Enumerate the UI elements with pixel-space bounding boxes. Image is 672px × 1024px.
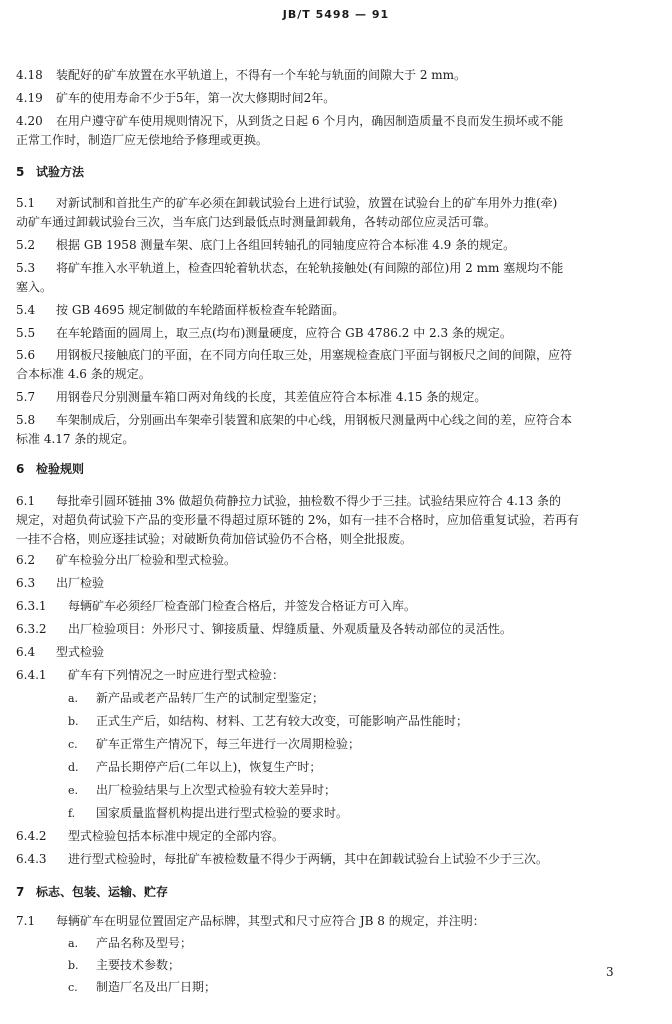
clause-number: 6.4 <box>16 645 36 659</box>
section-number: 6 <box>16 462 25 476</box>
list-item-letter: b. <box>68 959 79 972</box>
clause-text: 对新试制和首批生产的矿车必须在卸载试验台上进行试验，放置在试验台上的矿车用外力推(牵) <box>56 196 558 210</box>
clause-number: 5.5 <box>16 326 36 340</box>
clause-6-1-cont2: 一挂不合格，则应逐挂试验；对破断负荷加倍试验仍不合格，则全批报废。 <box>16 532 413 546</box>
clause-text: 在用户遵守矿车使用规则情况下，从到货之日起 6 个月内，确因制造质量不良而发生损坏或不能 <box>56 114 564 128</box>
section-title: 检验规则 <box>36 462 85 476</box>
section-title: 试验方法 <box>36 165 85 179</box>
clause-text: 进行型式检验时，每批矿车被检数量不得少于两辆，其中在卸载试验台上试验不少于三次。 <box>68 852 549 866</box>
clause-4-19 <box>16 89 636 107</box>
clause-number: 4.20 <box>16 114 43 128</box>
list-item-letter: f. <box>68 807 76 820</box>
clause-5-6 <box>16 346 636 364</box>
clause-7-1 <box>16 912 636 930</box>
list-item-text: 制造厂名及出厂日期； <box>96 980 217 994</box>
list-item <box>68 804 672 823</box>
clause-text: 将矿车推入水平轨道上，检查四轮着轨状态，在轮轨接触处(有间隙的部位)用 2 mm 塞规均不能 <box>56 261 564 275</box>
clause-text: 矿车检验分出厂检验和型式检验。 <box>56 553 237 567</box>
list-item-letter: a. <box>68 692 79 705</box>
clause-4-20-cont: 正常工作时，制造厂应无偿地给予修理或更换。 <box>16 133 269 147</box>
clause-5-4 <box>16 301 636 319</box>
section-title: 标志、包装、运输、贮存 <box>36 885 169 899</box>
clause-5-1 <box>16 194 636 212</box>
clause-text: 装配好的矿车放置在水平轨道上，不得有一个车轮与轨面的间隙大于 2 mm。 <box>56 68 467 82</box>
list-item-text: 产品名称及型号； <box>96 936 193 950</box>
list-item-letter: a. <box>68 937 79 950</box>
section-6-heading <box>16 460 636 478</box>
list-item <box>68 758 672 777</box>
list-item-text: 新产品或老产品转厂生产的试制定型鉴定； <box>96 691 325 705</box>
clause-number: 6.4.3 <box>16 852 47 866</box>
clause-6-1 <box>16 492 636 510</box>
clause-number: 6.3 <box>16 576 36 590</box>
clause-4-20 <box>16 112 636 130</box>
clause-5-1-cont: 动矿车通过卸载试验台三次，当车底门达到最低点时测量卸载角，各转动部位应灵活可靠。 <box>16 215 497 229</box>
section-7-heading <box>16 883 636 901</box>
list-item <box>68 712 672 731</box>
list-item-text: 国家质量监督机构提出进行型式检验的要求时。 <box>96 806 349 820</box>
clause-text: 出厂检验 <box>56 576 105 590</box>
clause-number: 5.3 <box>16 261 36 275</box>
list-item-text: 主要技术参数； <box>96 958 181 972</box>
section-number: 5 <box>16 165 25 179</box>
list-item-text: 出厂检验结果与上次型式检验有较大差异时； <box>96 783 337 797</box>
clause-text: 出厂检验项目：外形尺寸、铆接质量、焊缝质量、外观质量及各转动部位的灵活性。 <box>68 622 513 636</box>
clause-text: 在车轮踏面的圆周上，取三点(均布)测量硬度，应符合 GB 4786.2 中 2.3 条的规定。 <box>56 326 512 340</box>
list-item-letter: e. <box>68 784 79 797</box>
list-item <box>68 781 672 800</box>
clause-text: 按 GB 4695 规定制做的车轮踏面样板检查车轮踏面。 <box>56 303 345 317</box>
list-item <box>68 956 672 975</box>
clause-5-2 <box>16 236 636 254</box>
clause-5-3 <box>16 259 636 277</box>
clause-6-4-1 <box>16 666 636 684</box>
clause-6-3-2 <box>16 620 636 638</box>
list-item <box>68 934 672 953</box>
clause-text: 车架制成后，分别画出车架牵引装置和底架的中心线，用钢板尺测量两中心线之间的差，应符合本 <box>56 413 573 427</box>
clause-number: 5.7 <box>16 390 36 404</box>
list-item <box>68 689 672 708</box>
clause-text: 每批牵引圆环链抽 3% 做超负荷静拉力试验，抽检数不得少于三挂。试验结果应符合 4.13 条的 <box>56 494 562 508</box>
section-number: 7 <box>16 885 25 899</box>
clause-number: 6.2 <box>16 553 36 567</box>
clause-number: 6.4.2 <box>16 829 47 843</box>
clause-number: 7.1 <box>16 914 36 928</box>
clause-5-6-cont: 合本标准 4.6 条的规定。 <box>16 367 151 381</box>
clause-6-4-3 <box>16 850 636 868</box>
clause-6-3-1 <box>16 597 636 615</box>
clause-6-4-2 <box>16 827 636 845</box>
clause-6-2 <box>16 551 636 569</box>
clause-text: 型式检验 <box>56 645 105 659</box>
clause-5-5 <box>16 324 636 342</box>
clause-5-8-cont: 标准 4.17 条的规定。 <box>16 432 135 446</box>
clause-text: 每辆矿车在明显位置固定产品标牌，其型式和尺寸应符合 JB 8 的规定，并注明： <box>56 914 485 928</box>
clause-6-1-cont: 规定，对超负荷试验下产品的变形量不得超过原环链的 2%，如有一挂不合格时，应加倍重复试验，若再有 <box>16 513 579 527</box>
clause-number: 5.6 <box>16 348 36 362</box>
clause-number: 5.2 <box>16 238 36 252</box>
clause-number: 6.3.2 <box>16 622 47 636</box>
clause-number: 5.1 <box>16 196 36 210</box>
list-item-text: 正式生产后，如结构、材料、工艺有较大改变，可能影响产品性能时； <box>96 714 469 728</box>
list-item <box>68 735 672 754</box>
clause-text: 矿车有下列情况之一时应进行型式检验： <box>68 668 285 682</box>
list-item-letter: c. <box>68 738 78 751</box>
section-5-heading <box>16 163 636 181</box>
clause-text: 根据 GB 1958 测量车架、底门上各组回转轴孔的同轴度应符合本标准 4.9 条的规定。 <box>56 238 516 252</box>
list-item-text: 矿车正常生产情况下，每三年进行一次周期检验； <box>96 737 361 751</box>
clause-number: 4.18 <box>16 68 43 82</box>
clause-number: 5.4 <box>16 303 36 317</box>
clause-number: 6.3.1 <box>16 599 47 613</box>
clause-text: 用钢板尺接触底门的平面，在不同方向任取三处，用塞规检查底门平面与钢板尺之间的间隙，应符 <box>56 348 573 362</box>
list-item-text: 产品长期停产后(二年以上)，恢复生产时； <box>96 760 322 774</box>
list-item-letter: d. <box>68 761 79 774</box>
clause-number: 6.4.1 <box>16 668 47 682</box>
clause-text: 矿车的使用寿命不少于5年，第一次大修期时间2年。 <box>56 91 336 105</box>
clause-5-3-cont: 塞入。 <box>16 280 53 294</box>
clause-text: 型式检验包括本标准中规定的全部内容。 <box>68 829 285 843</box>
clause-number: 5.8 <box>16 413 36 427</box>
clause-5-7 <box>16 388 636 406</box>
list-item-letter: b. <box>68 715 79 728</box>
clause-4-18 <box>16 66 636 84</box>
list-item-letter: c. <box>68 981 78 994</box>
clause-number: 4.19 <box>16 91 43 105</box>
list-item <box>68 978 672 997</box>
clause-text: 每辆矿车必须经厂检查部门检查合格后，并签发合格证方可入库。 <box>68 599 417 613</box>
clause-6-4 <box>16 643 636 661</box>
clause-5-8 <box>16 411 636 429</box>
page-header: JB/T 5498 — 91 <box>282 8 390 21</box>
clause-6-3 <box>16 574 636 592</box>
clause-text: 用钢卷尺分别测量车箱口两对角线的长度，其差值应符合本标准 4.15 条的规定。 <box>56 390 487 404</box>
page-number: 3 <box>606 965 614 979</box>
clause-number: 6.1 <box>16 494 36 508</box>
